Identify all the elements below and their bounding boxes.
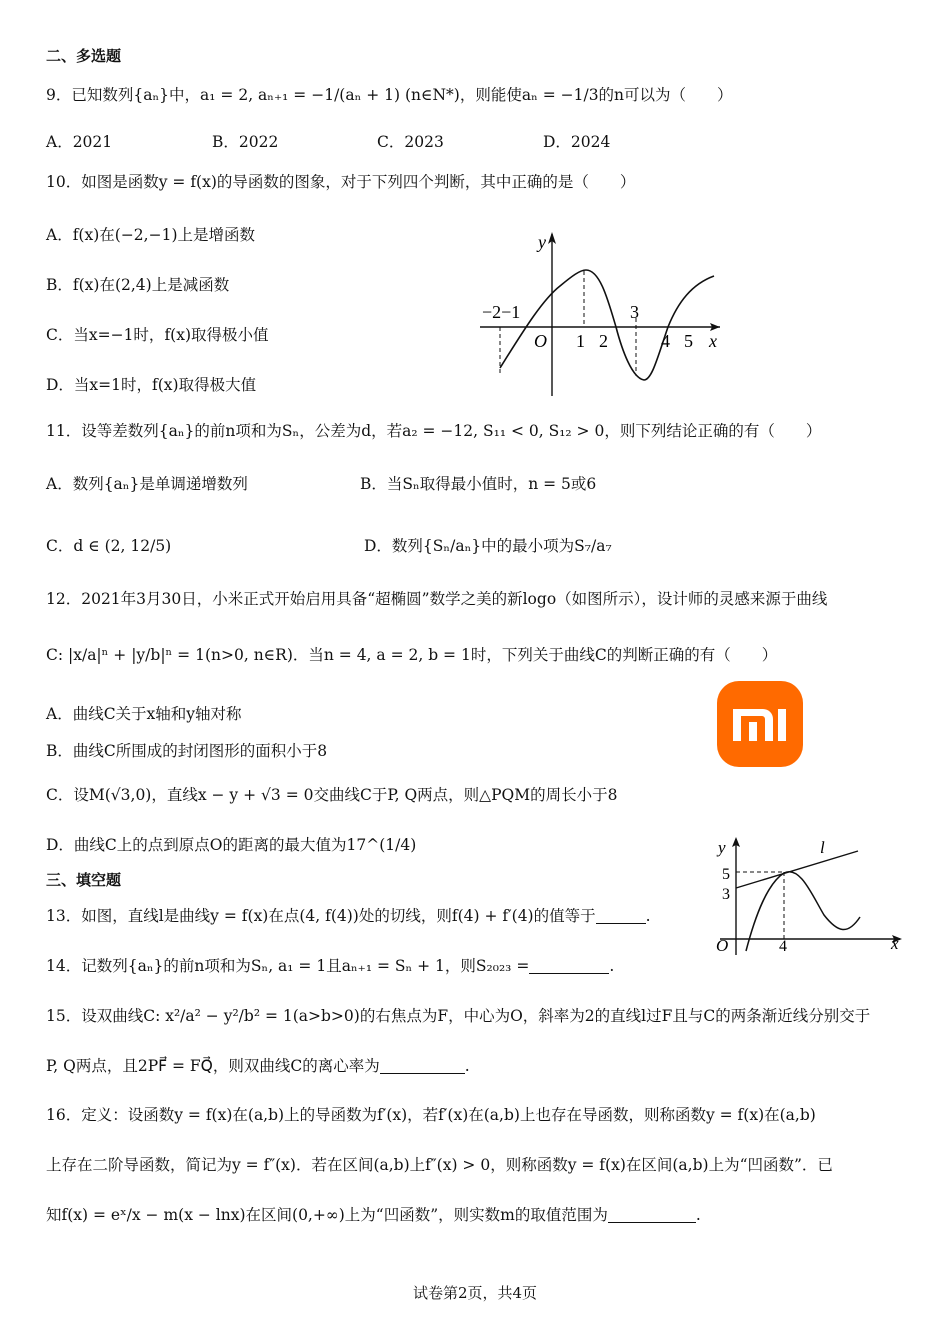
question-16-line2: 上存在二阶导函数，简记为y = f″(x)．若在区间(a,b)上f″(x) > 0，则称函数y = f(x)在区间(a,b)上为“凹函数”．已 bbox=[46, 1156, 833, 1174]
page-footer: 试卷第2页，共4页 bbox=[412, 1284, 538, 1302]
question-16-line3 bbox=[46, 1206, 701, 1225]
q11-option-b: B．当Sₙ取得最小值时，n = 5或6 bbox=[360, 475, 597, 493]
tick-label-2: 2 bbox=[599, 331, 608, 351]
q11-option-d: D．数列{Sₙ/aₙ}中的最小项为S₇/a₇ bbox=[364, 537, 612, 555]
neg-tick-labels: −2−1 bbox=[482, 302, 521, 322]
question-13-stem bbox=[46, 907, 651, 926]
question-15-line2 bbox=[46, 1057, 470, 1076]
q14-tail: . bbox=[609, 957, 615, 975]
question-12-stem-line2: C: |x/a|ⁿ + |y/b|ⁿ = 1(n>0, n∈R)．当n = 4, a = 2, b = 1时，下列关于曲线C的判断正确的有（ ） bbox=[46, 646, 778, 664]
tangent-line-figure bbox=[700, 833, 905, 958]
fig13-tick-5: 5 bbox=[722, 866, 730, 883]
question-9-stem: 9．已知数列{aₙ}中，a₁ = 2, aₙ₊₁ = −1/(aₙ + 1) (n∈N*)，则能使aₙ = −1/3的n可以为（ ） bbox=[46, 86, 733, 104]
q9-option-d: D．2024 bbox=[543, 133, 611, 151]
q15-text: P, Q两点，且2PF⃗ = FQ⃗，则双曲线C的离心率为 bbox=[46, 1057, 380, 1075]
mi-logo-icon bbox=[717, 681, 803, 767]
fig13-tick-3: 3 bbox=[722, 886, 730, 903]
x-axis-label: x bbox=[709, 331, 717, 351]
fig13-tick-4: 4 bbox=[779, 938, 787, 955]
tick-label-4: 4 bbox=[661, 331, 670, 351]
question-14-stem bbox=[46, 957, 614, 976]
q15-tail: . bbox=[464, 1057, 470, 1075]
fig13-line-label: l bbox=[820, 838, 825, 857]
origin-label: O bbox=[534, 331, 547, 351]
derivative-graph-figure bbox=[472, 228, 732, 400]
q10-option-b: B．f(x)在(2,4)上是减函数 bbox=[46, 276, 230, 294]
section-fill-in: 三、填空题 bbox=[46, 871, 122, 889]
q10-option-c: C．当x=−1时，f(x)取得极小值 bbox=[46, 326, 269, 344]
q12-option-c: C．设M(√3,0)，直线x − y + √3 = 0交曲线C于P, Q两点，则△PQM的周长小于8 bbox=[46, 786, 618, 804]
q16-answer-blank[interactable] bbox=[608, 1206, 696, 1223]
tick-label-5: 5 bbox=[684, 331, 693, 351]
q11-option-a: A．数列{aₙ}是单调递增数列 bbox=[46, 475, 248, 493]
q9-option-a: A．2021 bbox=[46, 133, 113, 151]
xiaomi-logo bbox=[717, 681, 803, 767]
question-12-stem-line1: 12．2021年3月30日，小米正式开始启用具备“超椭圆”数学之美的新logo（如图所示），设计师的灵感来源于曲线 bbox=[46, 590, 828, 608]
tangent-line-l bbox=[736, 851, 858, 888]
y-axis-label: y bbox=[538, 232, 546, 252]
q10-option-d: D．当x=1时，f(x)取得极大值 bbox=[46, 376, 257, 394]
q9-option-c: C．2023 bbox=[377, 133, 444, 151]
question-15-line1: 15．设双曲线C: x²/a² − y²/b² = 1(a>b>0)的右焦点为F，中心为O，斜率为2的直线l过F且与C的两条渐近线分别交于 bbox=[46, 1007, 871, 1025]
fig13-origin: O bbox=[716, 936, 729, 955]
q12-option-d: D．曲线C上的点到原点O的距离的最大值为17^(1/4) bbox=[46, 836, 417, 854]
q14-text: 14．记数列{aₙ}的前n项和为Sₙ, a₁ = 1且aₙ₊₁ = Sₙ + 1，则S₂₀₂₃ = bbox=[46, 957, 530, 975]
q14-answer-blank[interactable] bbox=[529, 957, 609, 974]
q10-option-a: A．f(x)在(−2,−1)上是增函数 bbox=[46, 226, 255, 244]
question-16-line1: 16．定义：设函数y = f(x)在(a,b)上的导函数为f′(x)，若f′(x)在(a,b)上也存在导函数，则称函数y = f(x)在(a,b) bbox=[46, 1106, 816, 1124]
fig13-x-label: x bbox=[891, 934, 899, 953]
q11-option-c: C．d ∈ (2, 12/5) bbox=[46, 537, 172, 555]
q12-option-b: B．曲线C所围成的封闭图形的面积小于8 bbox=[46, 742, 328, 760]
fig13-y-label: y bbox=[718, 838, 726, 857]
tick-label-3: 3 bbox=[630, 302, 639, 322]
q13-answer-blank[interactable] bbox=[596, 907, 646, 924]
q15-answer-blank[interactable] bbox=[380, 1057, 465, 1074]
tick-label-1: 1 bbox=[576, 331, 585, 351]
derivative-curve bbox=[500, 270, 714, 380]
q9-option-b: B．2022 bbox=[212, 133, 279, 151]
question-10-stem: 10．如图是函数y = f(x)的导函数的图象，对于下列四个判断，其中正确的是（ ） bbox=[46, 173, 636, 191]
q16-tail: . bbox=[695, 1206, 701, 1224]
question-11-stem: 11．设等差数列{aₙ}的前n项和为Sₙ，公差为d，若a₂ = −12, S₁₁ < 0, S₁₂ > 0，则下列结论正确的有（ ） bbox=[46, 422, 822, 440]
section-multiple-choice: 二、多选题 bbox=[46, 47, 122, 65]
q13-text: 13．如图，直线l是曲线y = f(x)在点(4, f(4))处的切线，则f(4) + f′(4)的值等于 bbox=[46, 907, 596, 925]
q13-tail: . bbox=[645, 907, 651, 925]
q12-option-a: A．曲线C关于x轴和y轴对称 bbox=[46, 705, 242, 723]
q16-text: 知f(x) = eˣ/x − m(x − lnx)在区间(0,+∞)上为“凹函数”，则实数m的取值范围为 bbox=[46, 1206, 608, 1224]
